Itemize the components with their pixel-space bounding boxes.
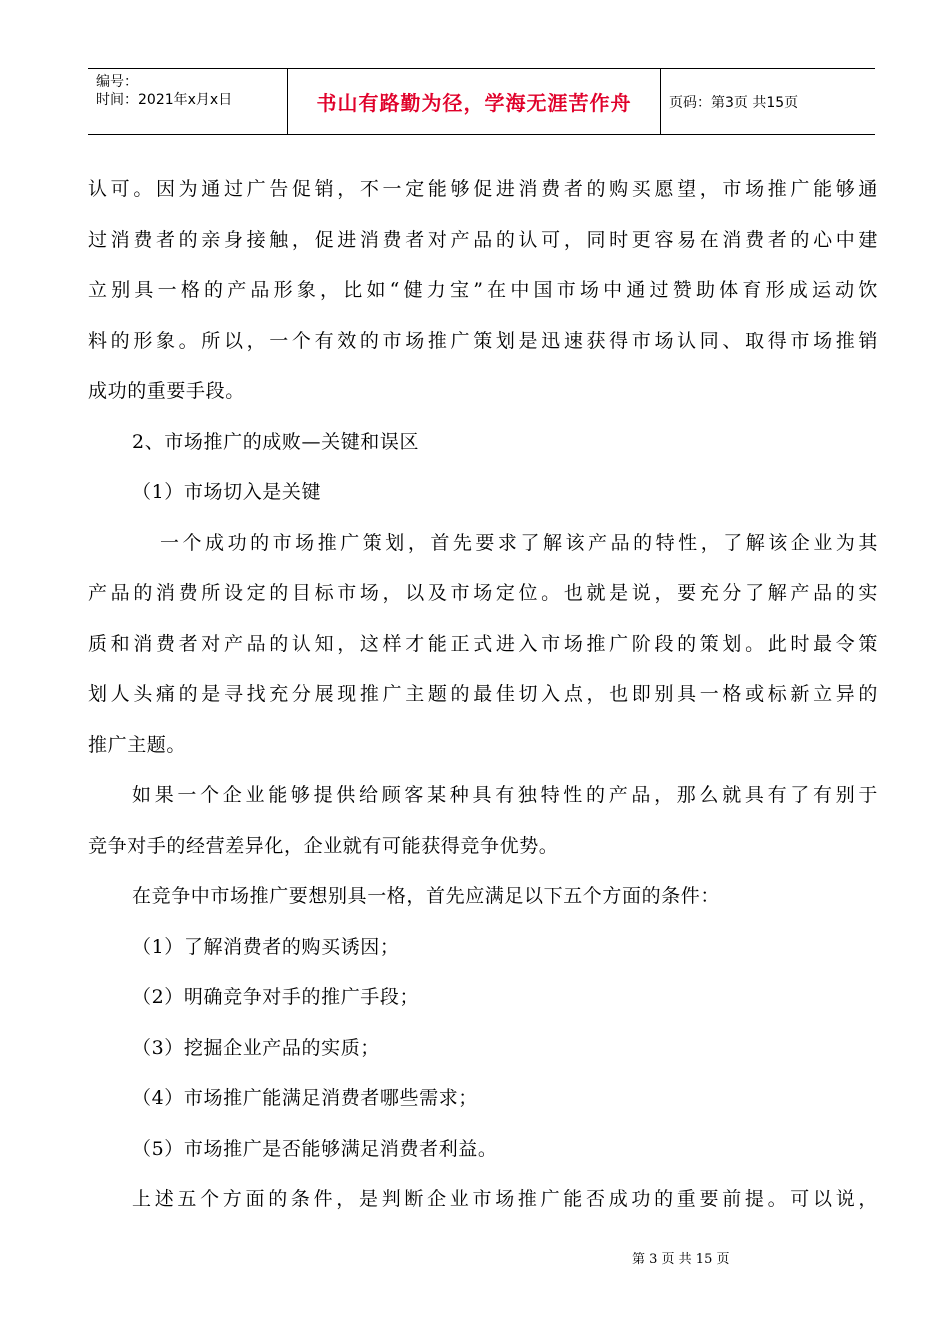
header-meta [88, 69, 288, 134]
body-line: 立别具一格的产品形象，比如“健力宝”在中国市场中通过赞助体育形成运动饮 [88, 279, 878, 301]
document-time-label: 时间：2021年x月x日 [96, 92, 233, 108]
list-item: （3）挖掘企业产品的实质； [132, 1036, 380, 1059]
body-line: 一个成功的市场推广策划，首先要求了解该产品的特性，了解该企业为其 [160, 531, 878, 554]
body-line: 上述五个方面的条件，是判断企业市场推广能否成功的重要前提。可以说， [132, 1188, 878, 1210]
page-footer: 第 3 页 共 15 页 [632, 1252, 730, 1267]
section-heading: 2、市场推广的成败—关键和误区 [132, 430, 420, 453]
body-line: 竞争对手的经营差异化，企业就有可能获得竞争优势。 [88, 834, 559, 857]
list-item: （4）市场推广能满足消费者哪些需求； [132, 1087, 478, 1109]
body-line: 成功的重要手段。 [88, 380, 245, 402]
list-item: （5）市场推广是否能够满足消费者利益。 [132, 1137, 498, 1160]
body-line: 料的形象。所以，一个有效的市场推广策划是迅速获得市场认同、取得市场推销 [88, 329, 878, 352]
body-line: 推广主题。 [88, 733, 187, 756]
document-body [88, 164, 878, 1225]
body-line: 认可。因为通过广告促销，不一定能够促进消费者的购买愿望，市场推广能够通 [88, 178, 878, 200]
body-line: 划人头痛的是寻找充分展现推广主题的最佳切入点，也即别具一格或标新立异的 [88, 683, 878, 705]
body-line: 质和消费者对产品的认知，这样才能正式进入市场推广阶段的策划。此时最令策 [88, 632, 878, 655]
document-number-label: 编号： [96, 74, 138, 90]
body-line: 如果一个企业能够提供给顾客某种具有独特性的产品，那么就具有了有别于 [132, 784, 878, 806]
body-line: 过消费者的亲身接触，促进消费者对产品的认可，同时更容易在消费者的心中建 [88, 228, 878, 251]
body-line: 产品的消费所设定的目标市场，以及市场定位。也就是说，要充分了解产品的实 [88, 582, 878, 604]
body-line: 在竞争中市场推广要想别具一格，首先应满足以下五个方面的条件： [132, 885, 721, 907]
page-header [88, 68, 875, 135]
list-item: （1）了解消费者的购买诱因； [132, 935, 400, 958]
subsection-heading: （1）市场切入是关键 [132, 481, 322, 503]
header-motto: 书山有路勤为径，学海无涯苦作舟 [288, 69, 661, 134]
list-item: （2）明确竞争对手的推广手段； [132, 986, 420, 1008]
header-page-number: 页码：第3页 共15页 [669, 94, 799, 111]
